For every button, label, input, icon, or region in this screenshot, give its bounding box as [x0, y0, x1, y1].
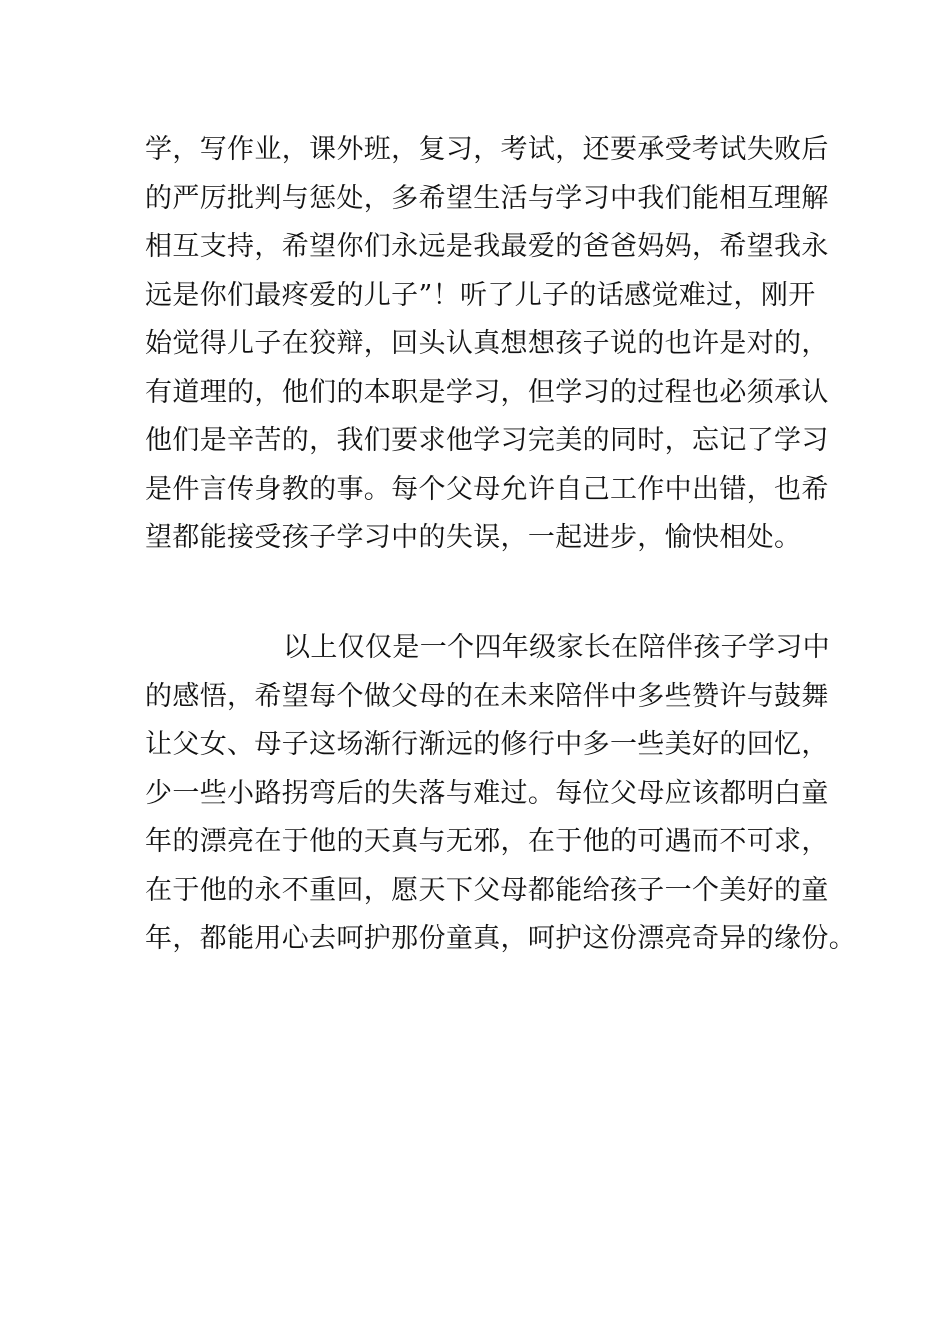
- text-line: 年的漂亮在于他的天真与无邪，在于他的可遇而不可求，: [145, 826, 829, 857]
- text-line: 他们是辛苦的，我们要求他学习完美的同时，忘记了学习: [145, 425, 829, 456]
- text-line: 学，写作业，课外班，复习，考试，还要承受考试失败后: [145, 134, 829, 165]
- text-line: 年，都能用心去呵护那份童真，呵护这份漂亮奇异的缘份。: [145, 923, 857, 954]
- text-line: 相互支持，希望你们永远是我最爱的爸爸妈妈，希望我永: [145, 231, 829, 262]
- text-line: 在于他的永不重回，愿天下父母都能给孩子一个美好的童: [145, 874, 829, 906]
- text-line: 始觉得儿子在狡辩，回头认真想想孩子说的也许是对的，: [145, 328, 829, 359]
- text-line: 让父女、母子这场渐行渐远的修行中多一些美好的回忆，: [145, 729, 829, 760]
- paragraph-2: [145, 624, 857, 964]
- text-line: 望都能接受孩子学习中的失误，一起进步，愉快相处。: [145, 522, 802, 553]
- text-line: 远是你们最疼爱的儿子”！听了儿子的话感觉难过，刚开: [145, 279, 816, 311]
- text-line: 少一些小路拐弯后的失落与难过。每位父母应该都明白童: [145, 777, 829, 809]
- paragraph-1: [145, 126, 829, 563]
- text-line: 的严厉批判与惩处，多希望生活与学习中我们能相互理解: [145, 182, 829, 214]
- text-line-indented: 以上仅仅是一个四年级家长在陪伴孩子学习中: [283, 632, 830, 663]
- text-line: 有道理的，他们的本职是学习，但学习的过程也必须承认: [145, 376, 829, 408]
- text-line: 的感悟，希望每个做父母的在未来陪伴中多些赞许与鼓舞: [145, 680, 829, 712]
- text-line: 是件言传身教的事。每个父母允许自己工作中出错，也希: [145, 473, 829, 505]
